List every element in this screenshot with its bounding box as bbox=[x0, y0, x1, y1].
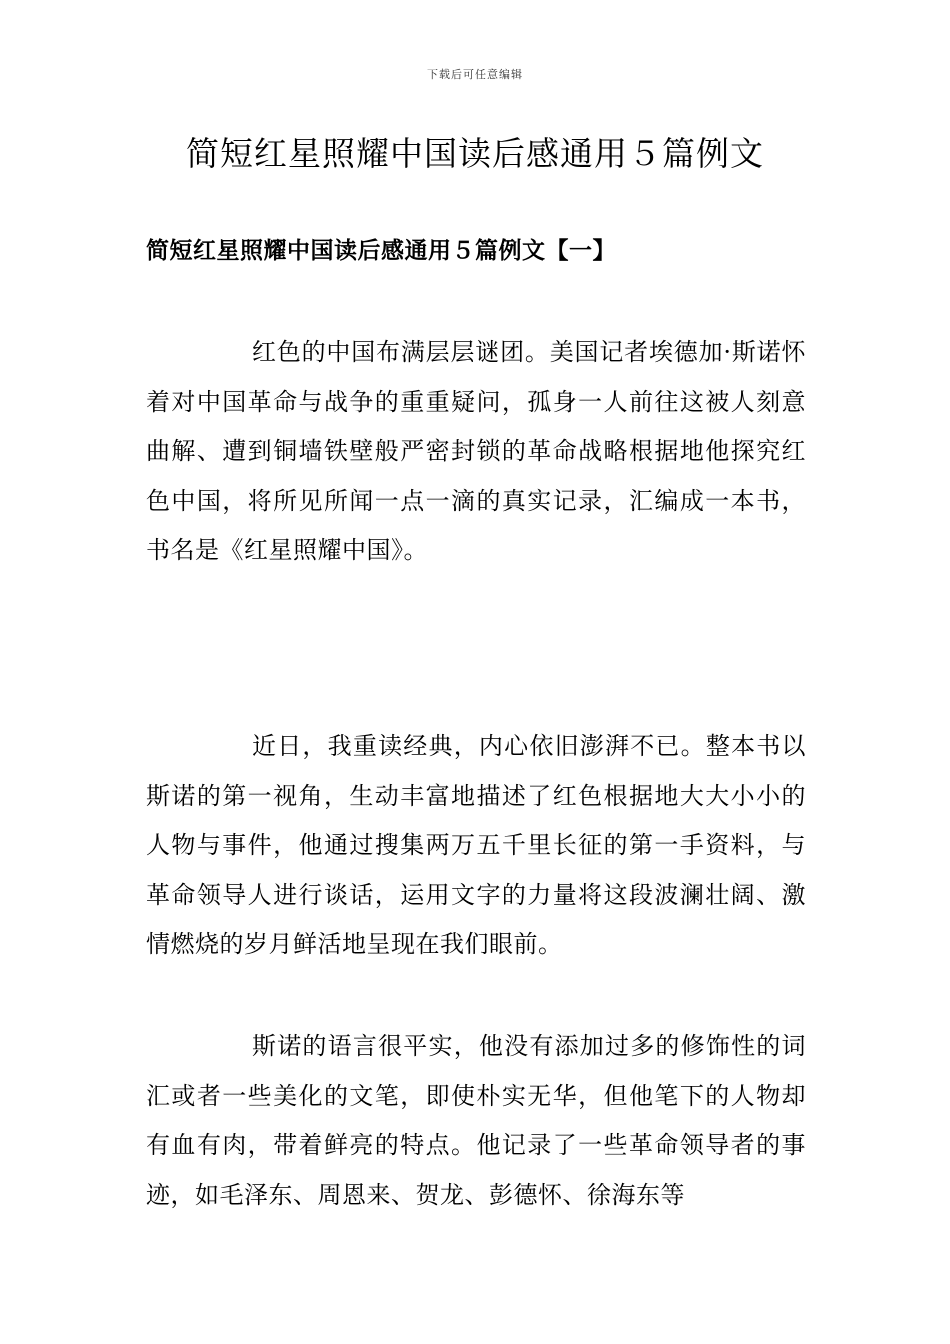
header-note: 下载后可任意编辑 bbox=[427, 68, 523, 81]
section-heading: 简短红星照耀中国读后感通用５篇例文【一】 bbox=[146, 237, 616, 264]
document-title: 简短红星照耀中国读后感通用５篇例文 bbox=[186, 134, 764, 173]
paragraph-3: 斯诺的语言很平实，他没有添加过多的修饰性的词汇或者一些美化的文笔，即使朴实无华，但他笔下的人物却有血有肉，带着鲜亮的特点。他记录了一些革命领导者的事迹，如毛泽东、周恩来、贺龙、彭德怀、徐海东等 bbox=[146, 1032, 806, 1209]
paragraph-1: 红色的中国布满层层谜团。美国记者埃德加·斯诺怀着对中国革命与战争的重重疑问，孤身一人前往这被人刻意曲解、遭到铜墙铁壁般严密封锁的革命战略根据地他探究红色中国，将所见所闻一点一滴的真实记录，汇编成一本书，书名是《红星照耀中国》。 bbox=[146, 338, 806, 564]
paragraph-2: 近日，我重读经典，内心依旧澎湃不已。整本书以斯诺的第一视角，生动丰富地描述了红色根据地大大小小的人物与事件，他通过搜集两万五千里长征的第一手资料，与革命领导人进行谈话，运用文字的力量将这段波澜壮阔、激情燃烧的岁月鲜活地呈现在我们眼前。 bbox=[146, 732, 806, 958]
